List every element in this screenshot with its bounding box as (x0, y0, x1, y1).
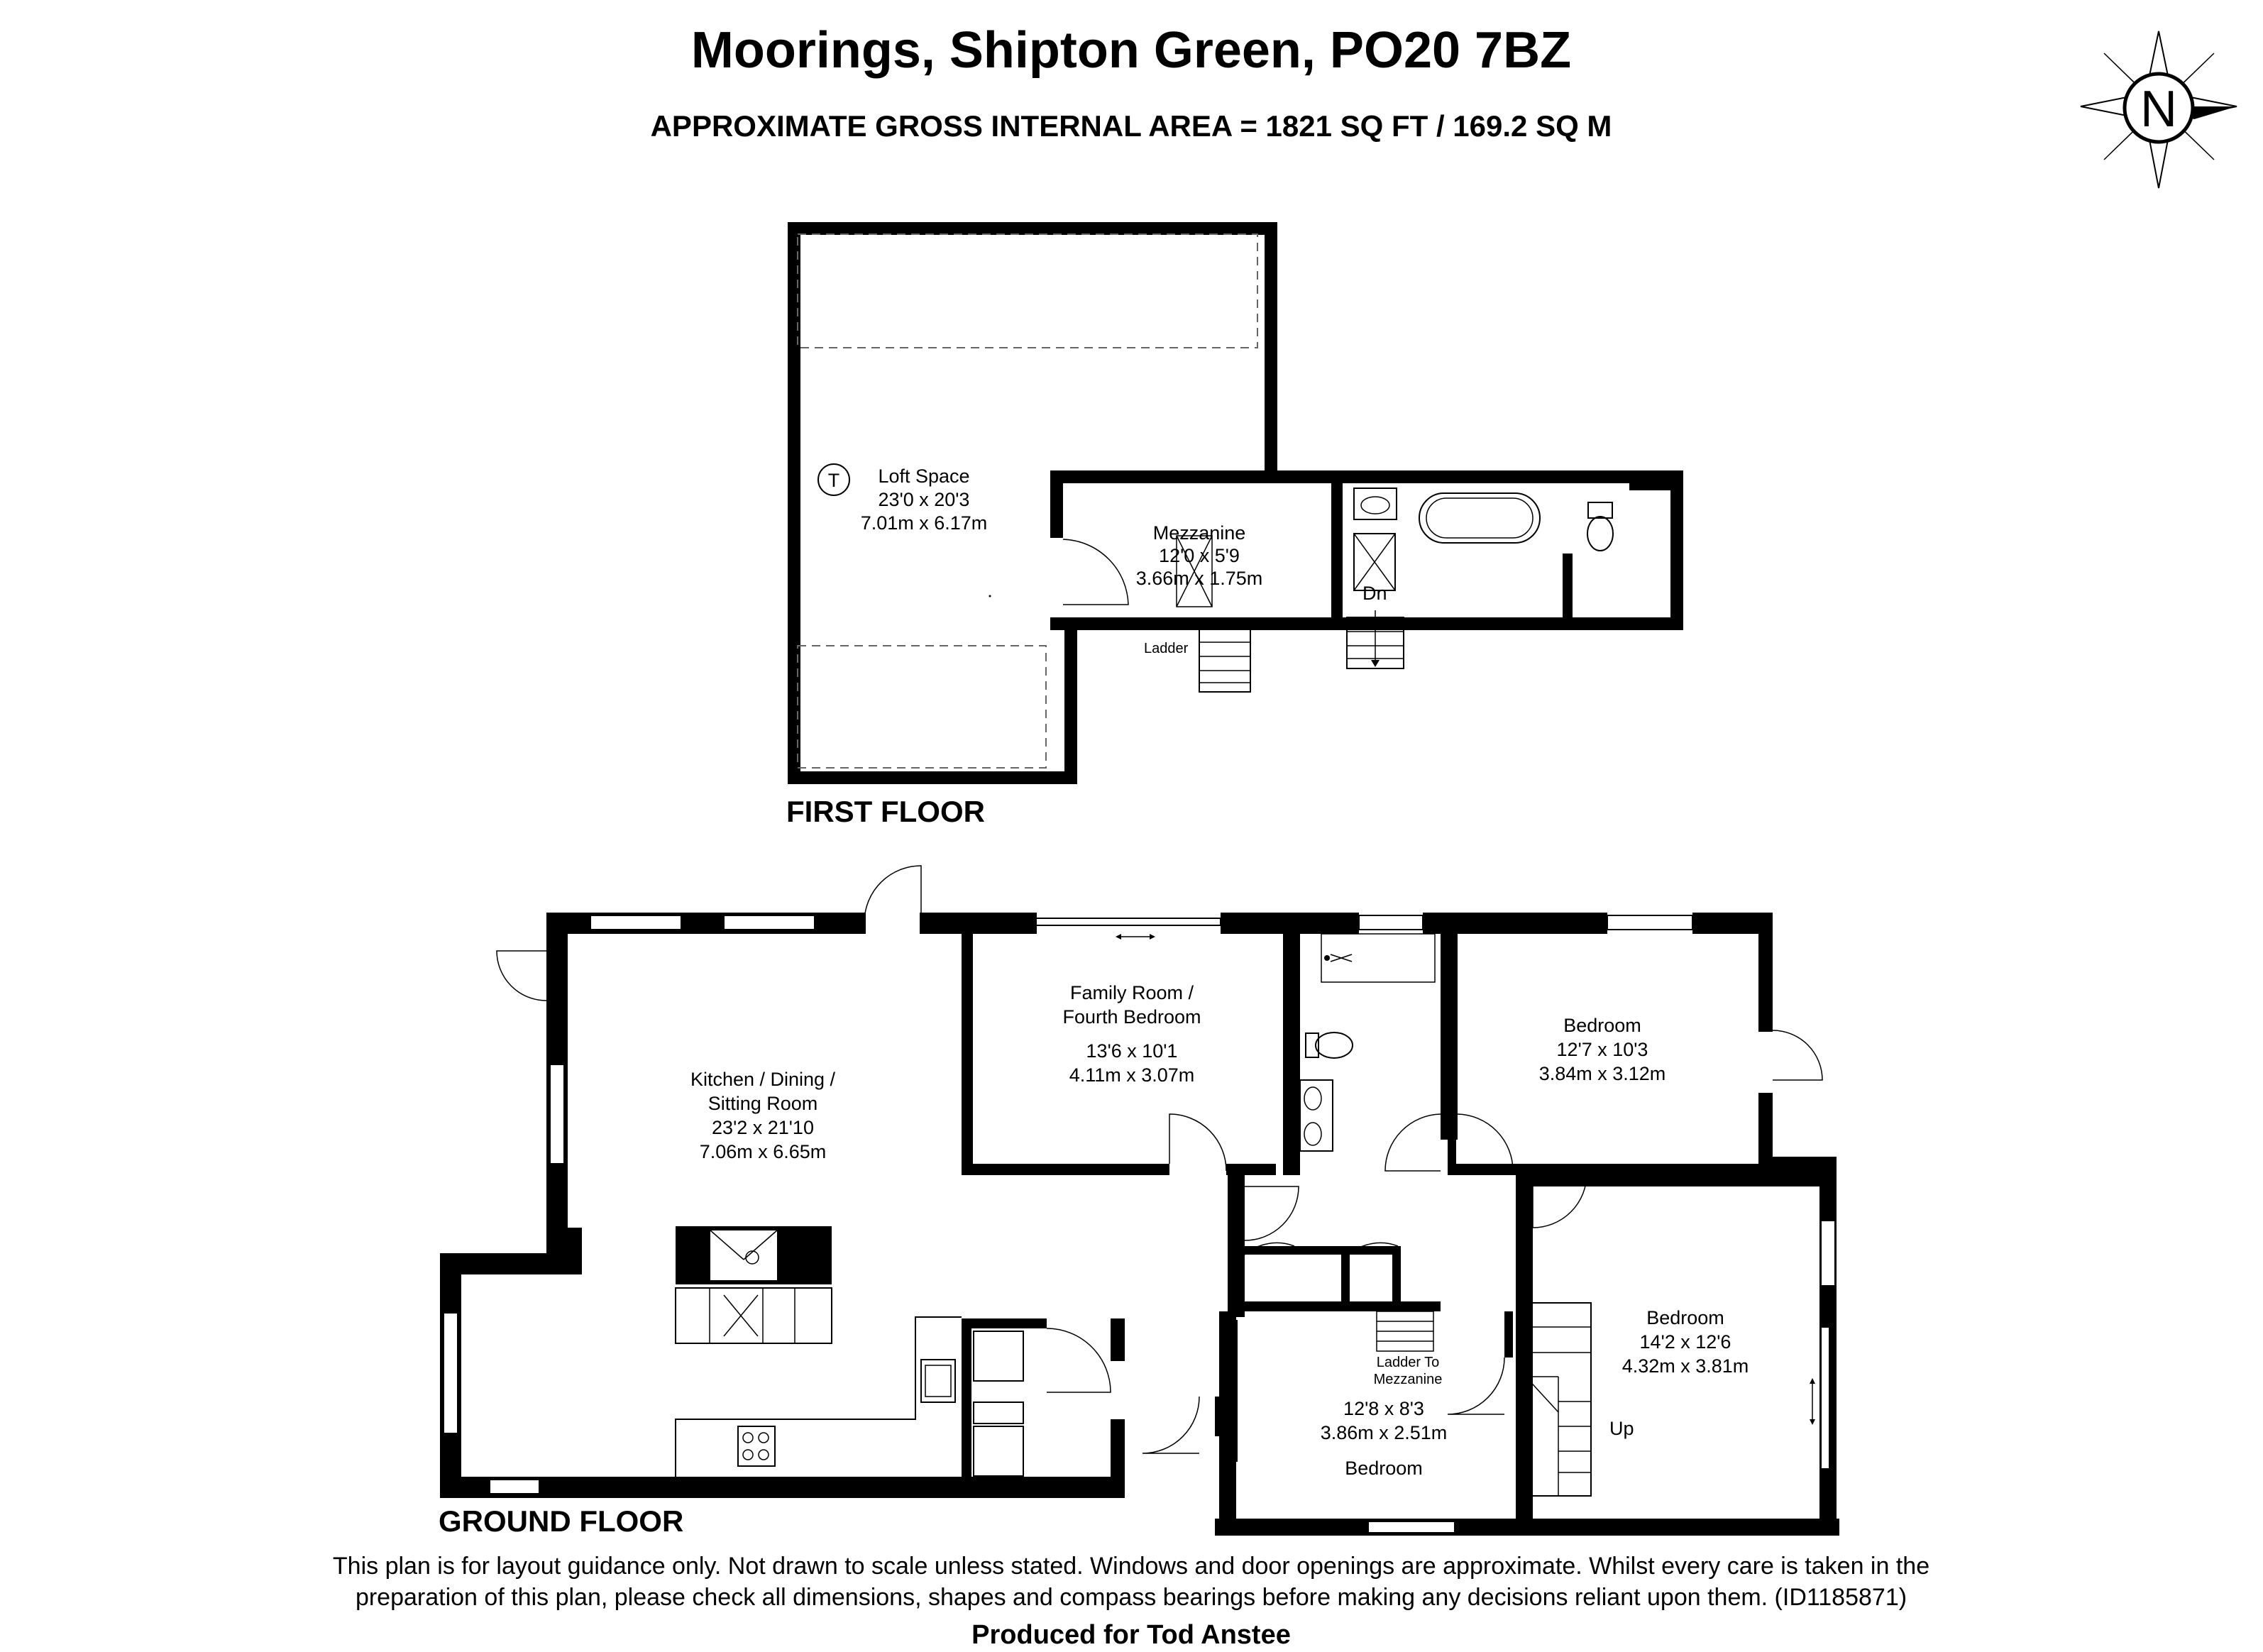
disclaimer-line-1: This plan is for layout guidance only. Not drawn to scale unless stated. Windows and door openings are approximate. Whilst every care is taken in the (332, 1553, 1930, 1580)
stairs-down-label: Dn (1362, 583, 1387, 604)
compass-letter: N (2140, 81, 2177, 138)
wall (962, 1318, 1047, 1328)
wall (964, 934, 972, 1175)
wall (546, 1228, 582, 1256)
wall (962, 1318, 971, 1482)
door-swing (1142, 1397, 1199, 1453)
door-swing (1047, 1328, 1111, 1392)
room-dim-metric-bedroom-s: 3.86m x 2.51m (1320, 1422, 1448, 1443)
shower-icon (1321, 934, 1435, 982)
cupboard (974, 1402, 1023, 1424)
wall (1758, 913, 1773, 1032)
stairs-up-label: Up (1609, 1418, 1634, 1439)
room-name-family-2: Fourth Bedroom (1062, 1006, 1201, 1028)
room-dim-metric-bedroom-ne: 3.84m x 3.12m (1538, 1063, 1666, 1084)
wall (964, 1164, 1169, 1175)
wall (1252, 913, 1359, 934)
window (1821, 1221, 1835, 1286)
ground-floor-plan (440, 866, 1839, 1536)
wall (1533, 1175, 1831, 1186)
ground-floor-label: GROUND FLOOR (439, 1504, 684, 1538)
ladder-label-1: Ladder To (1376, 1355, 1440, 1370)
wall (1265, 222, 1277, 483)
room-dim-imperial-kitchen: 23'2 x 21'10 (712, 1117, 814, 1138)
produced-for: Produced for Tod Anstee (971, 1620, 1291, 1650)
wall (788, 222, 800, 784)
wall (1448, 934, 1456, 1175)
wall (1215, 1519, 1839, 1536)
wall (1050, 470, 1683, 483)
compass-north-icon (2081, 31, 2237, 188)
window (1607, 915, 1692, 930)
wall (1111, 1318, 1125, 1361)
toilet-icon (1587, 502, 1613, 551)
room-dim-metric-kitchen: 7.06m x 6.65m (699, 1141, 827, 1162)
door-swing (1063, 539, 1128, 605)
wall (1331, 470, 1343, 630)
wall (1219, 1311, 1236, 1536)
wall (1563, 554, 1573, 617)
door-swing (1448, 1358, 1504, 1414)
window (490, 1480, 539, 1494)
wall (1283, 934, 1300, 1175)
room-dim-metric-bedroom-se: 4.32m x 3.81m (1621, 1355, 1749, 1377)
door-swing (1169, 1114, 1226, 1171)
wall (1050, 617, 1343, 630)
cupboard (974, 1426, 1023, 1476)
sliding-door (1036, 918, 1221, 925)
wall (1629, 483, 1670, 490)
ladder-label-2: Mezzanine (1373, 1372, 1443, 1387)
door-swing (1385, 1114, 1441, 1171)
room-dim-imperial-bedroom-ne: 12'7 x 10'3 (1556, 1039, 1648, 1060)
door-swing (497, 951, 546, 1001)
window (550, 1064, 564, 1164)
room-name-kitchen-1: Kitchen / Dining / (690, 1069, 836, 1090)
sliding-door (1821, 1327, 1829, 1469)
room-dim-imperial-bedroom-se: 14'2 x 12'6 (1639, 1331, 1731, 1353)
door-swing (1773, 1030, 1822, 1080)
room-dim-imperial-bedroom-s: 12'8 x 8'3 (1343, 1398, 1424, 1419)
wall (963, 913, 1030, 934)
symbol-t-icon (818, 464, 849, 495)
door-swing (1458, 1114, 1513, 1171)
room-dim-metric-loft: 7.01m x 6.17m (860, 512, 988, 534)
wall (1050, 470, 1063, 538)
cupboard (974, 1331, 1023, 1381)
door-swing (864, 866, 921, 921)
wall (1331, 617, 1683, 630)
gross-area: APPROXIMATE GROSS INTERNAL AREA = 1821 SQ FT / 169.2 SQ M (650, 109, 1612, 143)
basin-icon (1300, 1080, 1333, 1151)
room-dim-imperial-family: 13'6 x 10'1 (1086, 1040, 1178, 1062)
wall (1341, 1246, 1350, 1310)
room-name-bedroom-ne: Bedroom (1563, 1015, 1641, 1036)
room-name-loft: Loft Space (878, 466, 970, 487)
wall (788, 771, 1077, 784)
wall (1221, 913, 1252, 934)
wall (1226, 1164, 1276, 1175)
wall (1456, 1164, 1758, 1175)
wall (440, 1477, 1125, 1498)
window (724, 915, 815, 930)
room-dim-metric-family: 4.11m x 3.07m (1069, 1064, 1195, 1086)
kitchen-units (676, 1226, 962, 1477)
plan-title: Moorings, Shipton Green, PO20 7BZ (690, 22, 1572, 79)
room-name-mezzanine: Mezzanine (1152, 522, 1246, 544)
wall (1504, 1311, 1513, 1358)
wall (1392, 1246, 1401, 1310)
room-name-bedroom-s: Bedroom (1345, 1458, 1423, 1479)
room-name-bedroom-se: Bedroom (1646, 1307, 1724, 1328)
window (1368, 1521, 1455, 1533)
room-dim-imperial-mezzanine: 12'0 x 5'9 (1159, 545, 1240, 566)
window (590, 915, 681, 930)
room-name-family-1: Family Room / (1069, 982, 1194, 1003)
room-name-kitchen-2: Sitting Room (707, 1093, 818, 1114)
wall (546, 934, 568, 1012)
wall (1423, 913, 1607, 934)
toilet-icon (1306, 1032, 1353, 1058)
room-dim-metric-mezzanine: 3.66m x 1.75m (1135, 568, 1263, 589)
wall (788, 222, 1277, 235)
wall (1064, 617, 1077, 784)
window (1359, 915, 1423, 930)
first-floor-label: FIRST FLOOR (786, 795, 985, 828)
wall (1670, 470, 1683, 630)
window (444, 1313, 458, 1433)
basin-icon (1354, 488, 1397, 519)
wall (1228, 1301, 1441, 1311)
wall (1516, 1164, 1527, 1219)
disclaimer-line-2: preparation of this plan, please check all dimensions, shapes and compass bearings before making any decisions reliant upon them. (ID1185871) (355, 1584, 1907, 1611)
wall (1111, 1419, 1125, 1498)
bath-icon (1419, 493, 1540, 543)
wall (1228, 1246, 1398, 1255)
loft-symbol: T (827, 470, 840, 491)
first-floor-plan (788, 222, 1683, 784)
door-swing (1245, 1186, 1299, 1240)
room-dim-imperial-loft: 23'0 x 20'3 (878, 489, 970, 510)
ladder-label: Ladder (1144, 641, 1189, 656)
ladder-icon (1377, 1311, 1433, 1351)
stairs-up-icon (1526, 1303, 1591, 1496)
